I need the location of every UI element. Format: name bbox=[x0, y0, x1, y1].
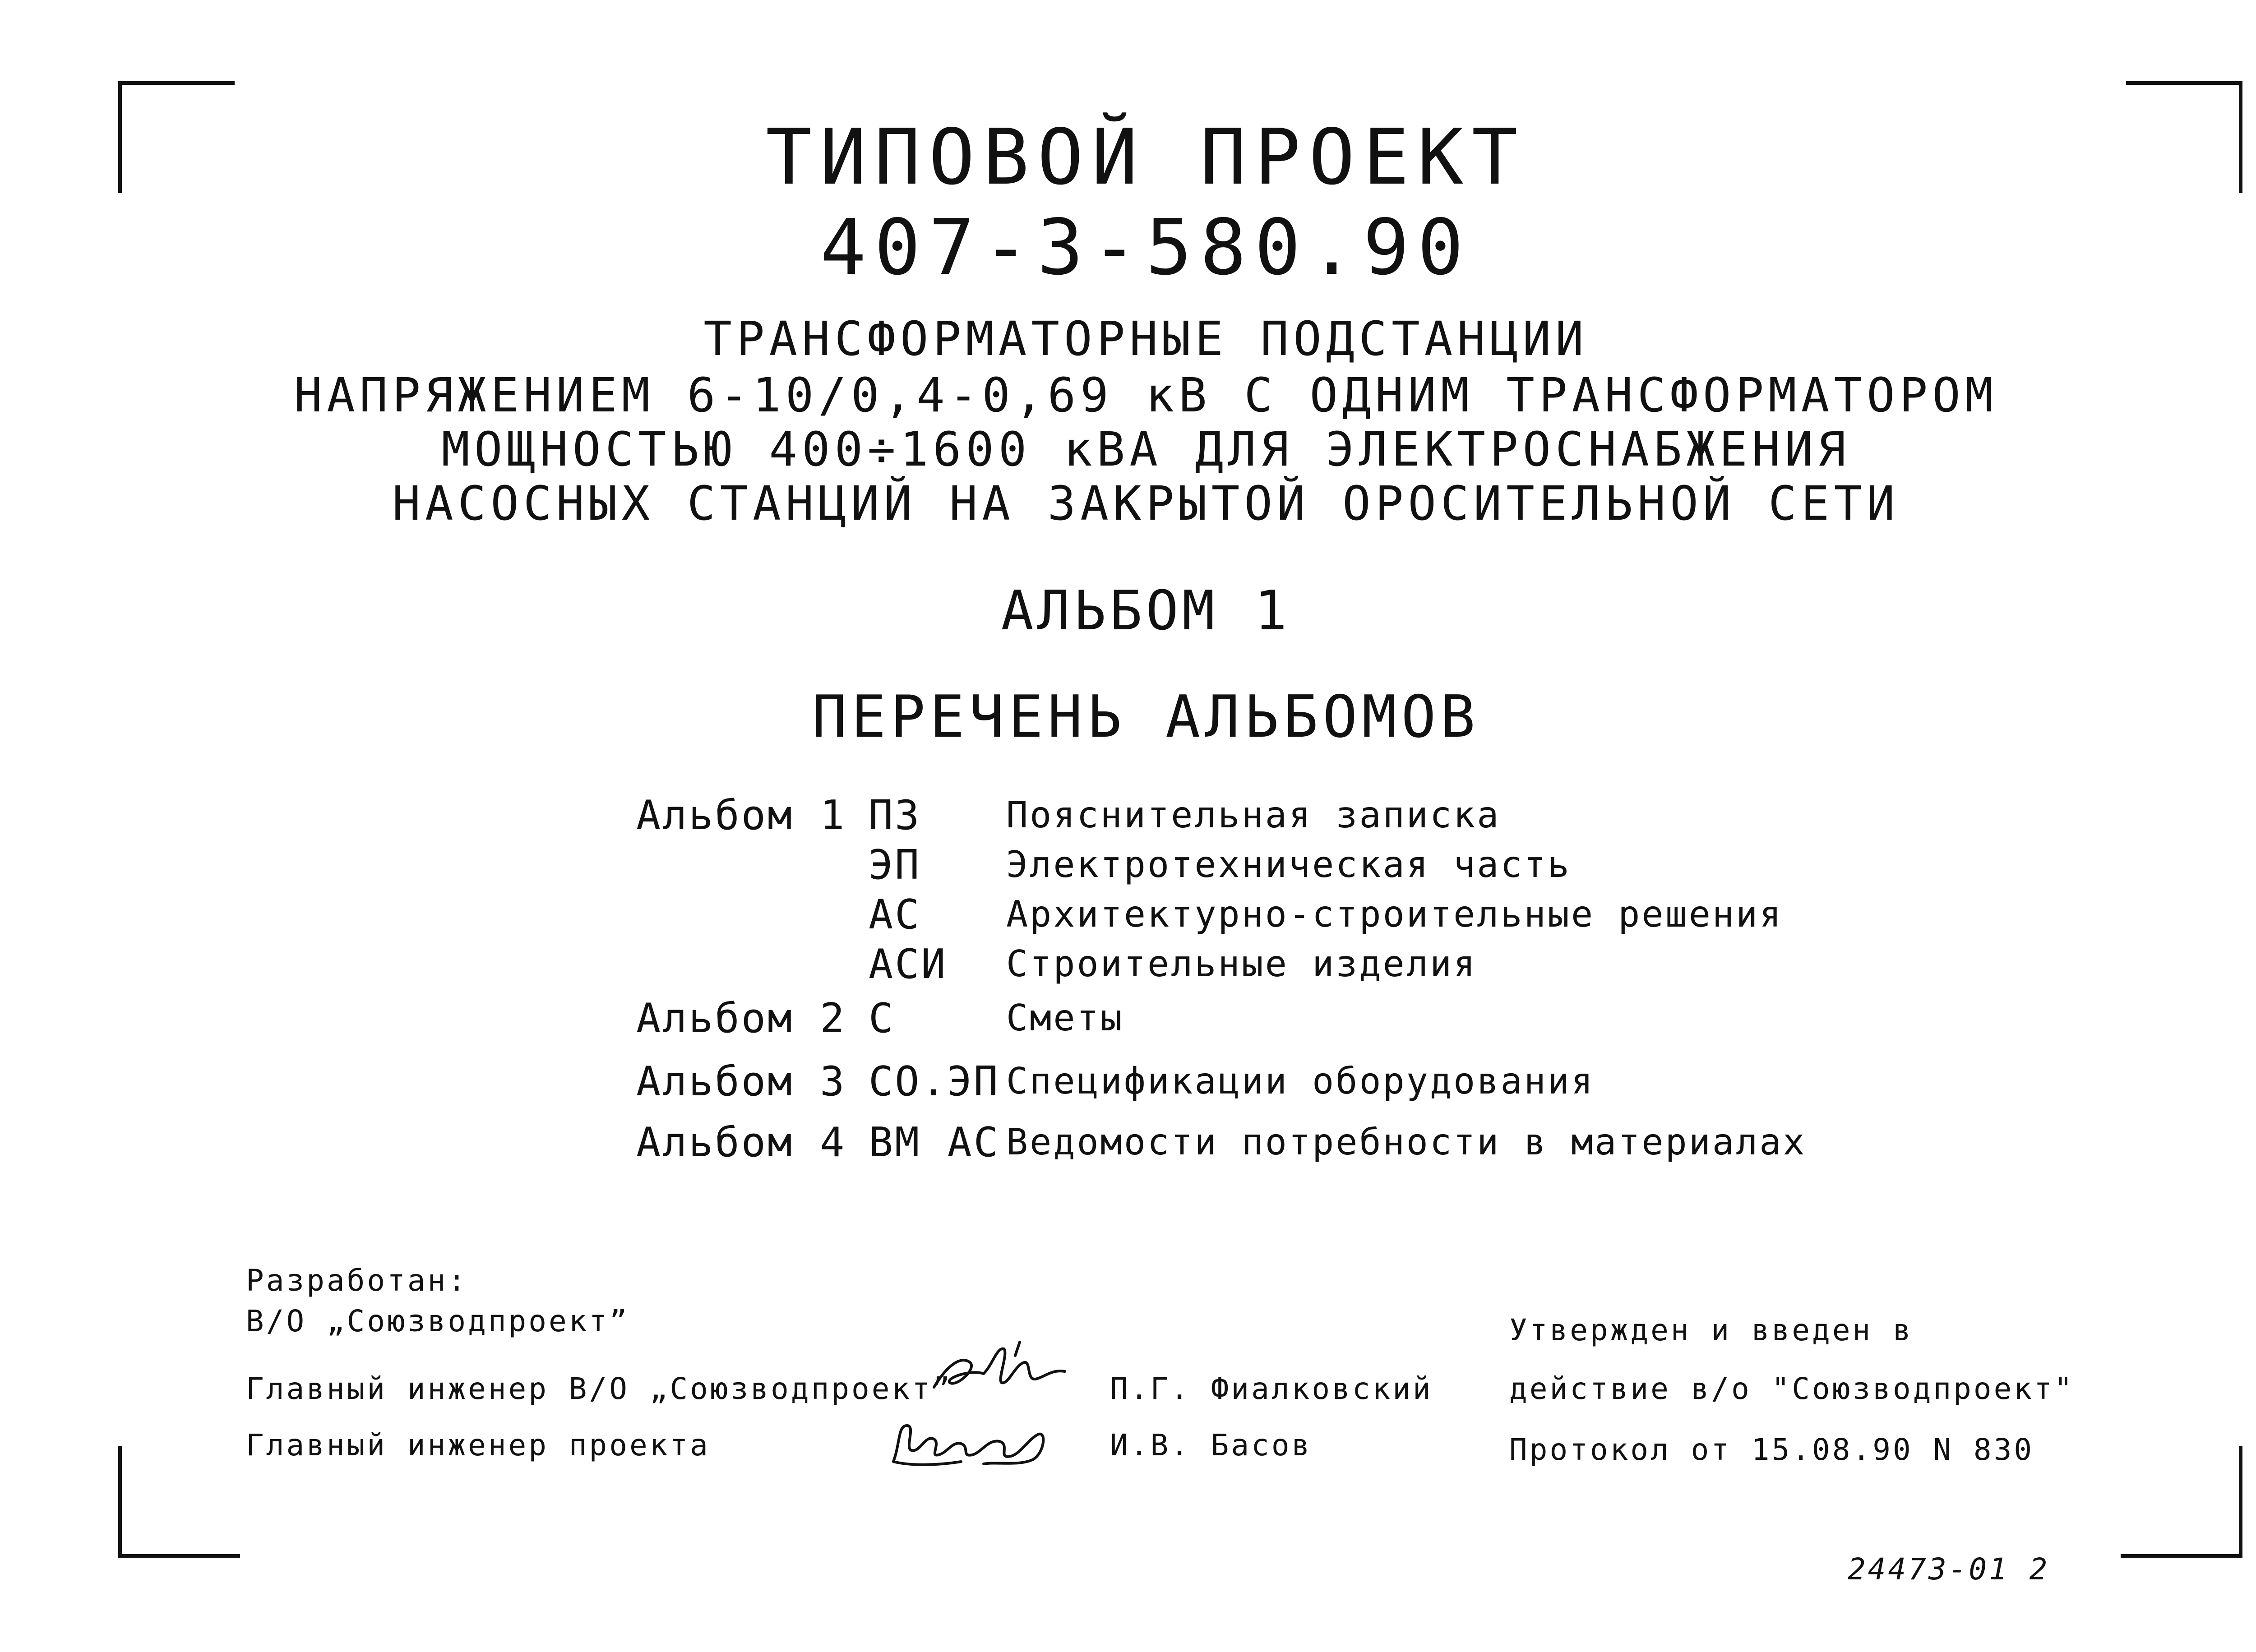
document-number: 24473-01 2 bbox=[1848, 1552, 2050, 1587]
album-description: Электротехническая часть bbox=[1006, 844, 1571, 886]
album-description: Архитектурно-строительные решения bbox=[1006, 893, 1783, 935]
album-code: АС bbox=[869, 891, 921, 938]
signature-project-engineer bbox=[884, 1407, 1074, 1475]
approval-line-2: действие в/о "Союзводпроект" bbox=[1509, 1371, 2075, 1406]
album-label: Альбом 1 bbox=[636, 792, 846, 839]
subtitle-line: ТРАНСФОРМАТОРНЫЕ ПОДСТАНЦИИ bbox=[703, 311, 1588, 366]
developer-label: Разработан: bbox=[246, 1263, 468, 1298]
subtitle-line: НАПРЯЖЕНИЕМ 6-10/0,4-0,69 кВ С ОДНИМ ТРАНСФОРМАТОРОМ bbox=[294, 368, 1998, 423]
signature-chief-engineer bbox=[929, 1338, 1078, 1401]
album-code: СО.ЭП bbox=[869, 1058, 1000, 1105]
album-description: Спецификации оборудования bbox=[1006, 1060, 1595, 1102]
album-description: Ведомости потребности в материалах bbox=[1006, 1121, 1807, 1163]
album-heading: АЛЬБОМ 1 bbox=[1001, 580, 1291, 642]
developer-organization: В/О „Союзводпроект” bbox=[246, 1304, 629, 1338]
project-engineer-role: Главный инженер проекта bbox=[246, 1428, 710, 1463]
album-code: ПЗ bbox=[869, 792, 921, 839]
chief-engineer-role: Главный инженер В/О „Союзводпроект” bbox=[246, 1371, 952, 1406]
project-engineer-name: И.В. Басов bbox=[1110, 1428, 1312, 1463]
album-code: ЭП bbox=[869, 841, 921, 889]
chief-engineer-name: П.Г. Фиалковский bbox=[1110, 1371, 1433, 1406]
album-label: Альбом 4 bbox=[636, 1119, 846, 1166]
corner-mark-bottom-left bbox=[118, 1446, 240, 1558]
album-description: Сметы bbox=[1006, 997, 1124, 1039]
album-label: Альбом 2 bbox=[636, 995, 846, 1042]
album-label: Альбом 3 bbox=[636, 1058, 846, 1105]
subtitle-line: МОЩНОСТЬЮ 400÷1600 кВА ДЛЯ ЭЛЕКТРОСНАБЖЕНИЯ bbox=[441, 422, 1850, 477]
album-code: С bbox=[869, 995, 895, 1042]
document-title: ТИПОВОЙ ПРОЕКТ bbox=[766, 113, 1526, 202]
album-code: ВМ АС bbox=[869, 1119, 1000, 1166]
corner-mark-bottom-right bbox=[2121, 1446, 2242, 1558]
subtitle-line: НАСОСНЫХ СТАНЦИЙ НА ЗАКРЫТОЙ ОРОСИТЕЛЬНОЙ СЕТИ bbox=[392, 476, 1900, 531]
album-description: Строительные изделия bbox=[1006, 943, 1477, 985]
approval-protocol: Протокол от 15.08.90 N 830 bbox=[1509, 1432, 2034, 1467]
album-list-title: ПЕРЕЧЕНЬ АЛЬБОМОВ bbox=[812, 683, 1480, 751]
project-number: 407-3-580.90 bbox=[820, 203, 1472, 292]
approval-line-1: Утвержден и введен в bbox=[1509, 1313, 1913, 1347]
album-code: АСИ bbox=[869, 941, 948, 988]
album-description: Пояснительная записка bbox=[1006, 794, 1501, 836]
